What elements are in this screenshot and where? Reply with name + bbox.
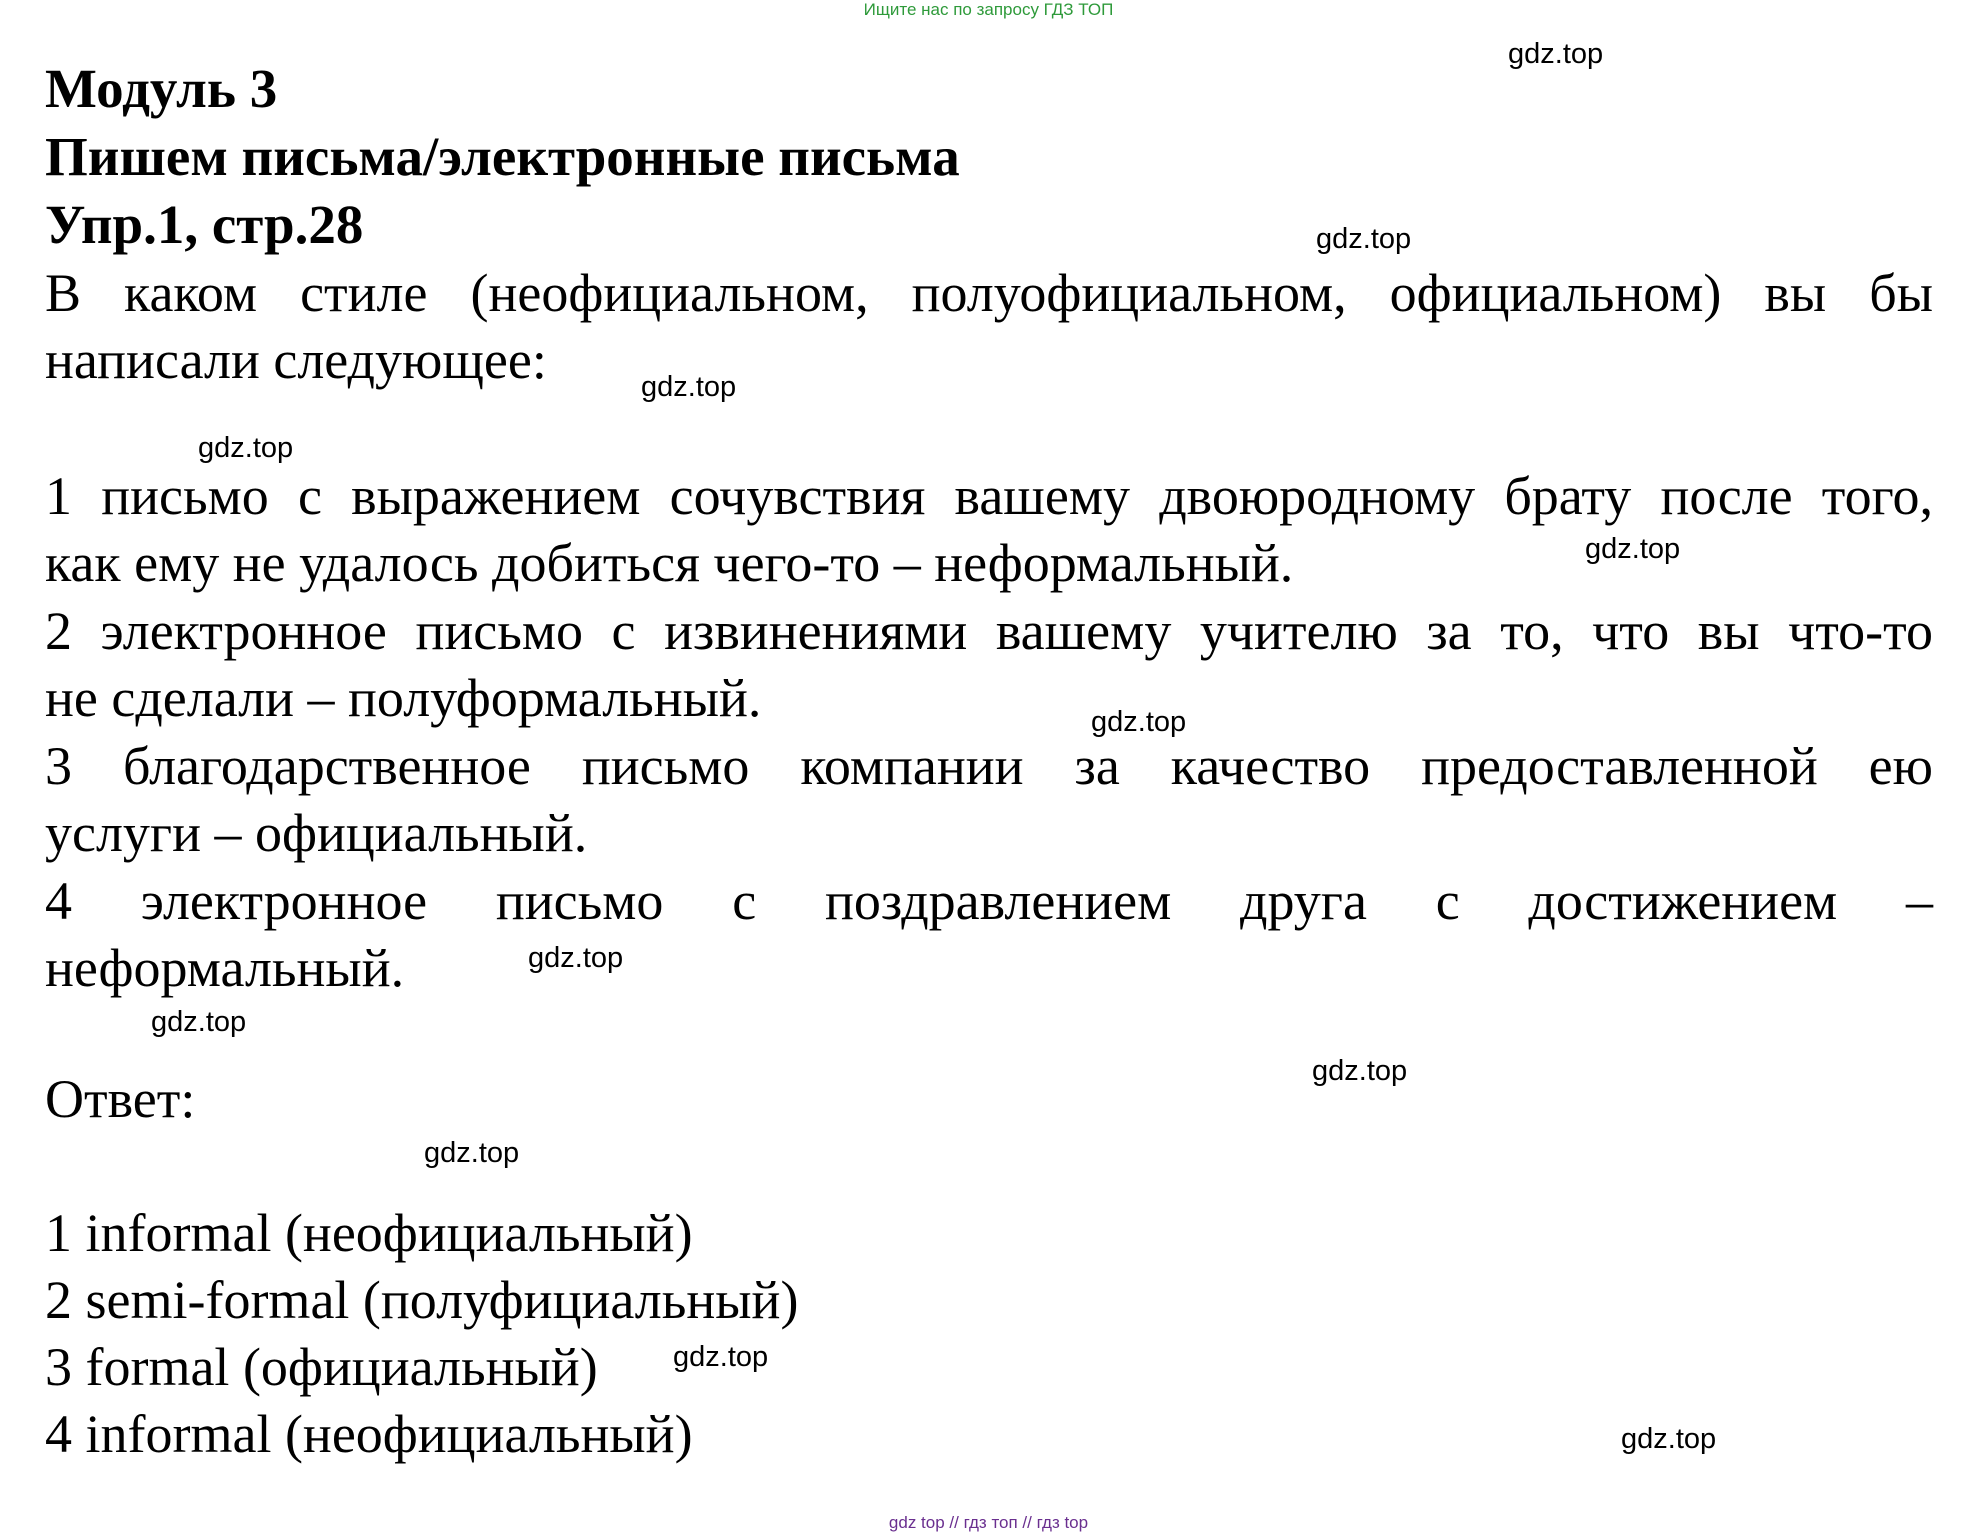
exercise-title: Упр.1, стр.28 [45, 194, 364, 255]
watermark: gdz.top [1091, 706, 1187, 738]
watermark: gdz.top [151, 1006, 247, 1038]
module-title: Модуль 3 [45, 58, 278, 119]
answer-1: 1 informal (неофициальный) [45, 1203, 693, 1263]
watermark: gdz.top [198, 432, 294, 464]
watermark: gdz.top [673, 1341, 769, 1373]
answer-2: 2 semi-formal (полуфициальный) [45, 1270, 799, 1330]
watermark: gdz.top [528, 942, 624, 974]
watermark: gdz.top [1316, 223, 1412, 255]
topic-title: Пишем письма/электронные письма [45, 126, 960, 187]
item-1-line-1: 1 письмо с выражением сочувствия вашему двоюродному брату после того, [45, 466, 1933, 526]
answer-4: 4 informal (неофициальный) [45, 1404, 693, 1464]
watermark: gdz.top [1312, 1055, 1408, 1087]
question-line-2: написали следующее: [45, 330, 547, 390]
item-4-line-2: неформальный. [45, 938, 405, 998]
item-2-line-1: 2 электронное письмо с извинениями вашему учителю за то, что вы что-то [45, 601, 1933, 661]
top-banner: Ищите нас по запросу ГДЗ ТОП [863, 0, 1114, 19]
footer: gdz top // гдз топ // гдз top [888, 1513, 1089, 1532]
watermark: gdz.top [641, 371, 737, 403]
item-3-line-2: услуги – официальный. [45, 803, 588, 863]
watermark: gdz.top [1508, 38, 1604, 70]
watermark: gdz.top [424, 1137, 520, 1169]
answer-label: Ответ: [45, 1069, 196, 1129]
question-line-1: В каком стиле (неофициальном, полуофициальном, официальном) вы бы [45, 263, 1933, 323]
item-1-line-2: как ему не удалось добиться чего-то – неформальный. [45, 533, 1294, 593]
watermark: gdz.top [1585, 533, 1681, 565]
item-3-line-1: 3 благодарственное письмо компании за качество предоставленной ею [45, 736, 1933, 796]
item-4-line-1: 4 электронное письмо с поздравлением друга с достижением – [45, 871, 1933, 931]
watermark: gdz.top [1621, 1423, 1717, 1455]
answer-3: 3 formal (официальный) [45, 1337, 598, 1397]
item-2-line-2: не сделали – полуформальный. [45, 668, 762, 728]
